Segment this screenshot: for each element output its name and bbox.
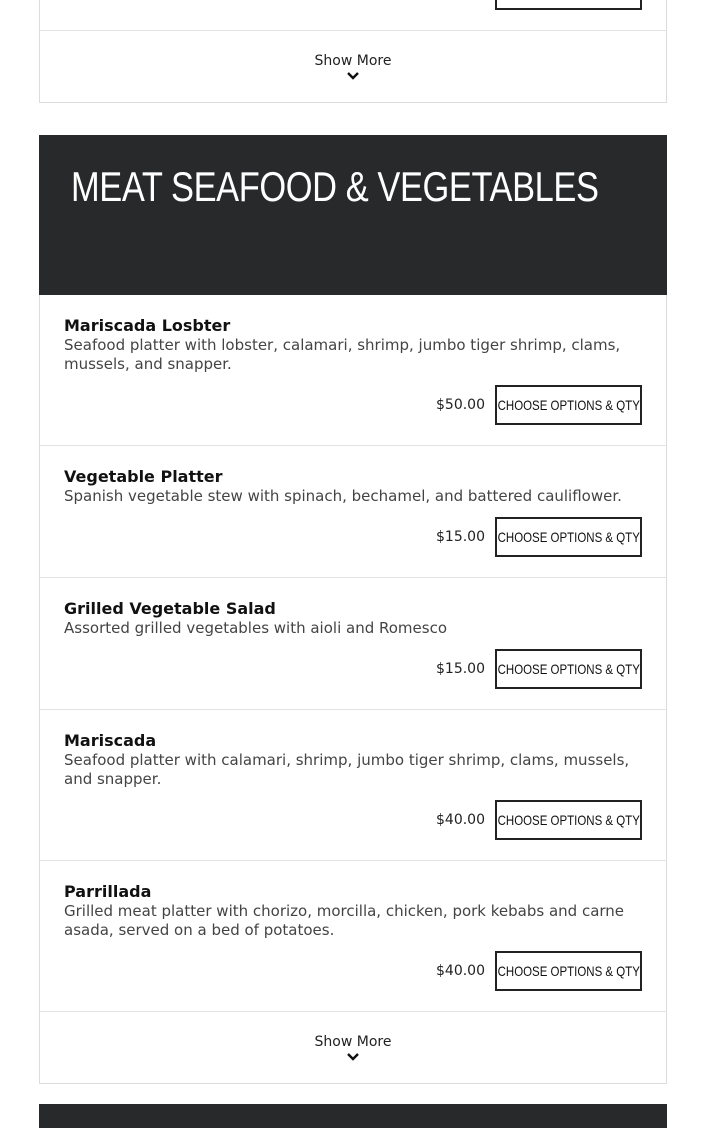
item-actions [64, 800, 642, 840]
show-more-button[interactable] [40, 31, 666, 102]
menu-item [40, 578, 666, 710]
item-actions [64, 385, 642, 425]
menu-items-card [39, 295, 667, 1084]
item-actions [64, 517, 642, 557]
item-name: Mariscada [64, 731, 157, 750]
previous-section-card [39, 0, 667, 103]
choose-options-button[interactable] [495, 951, 642, 991]
choose-options-button[interactable] [495, 385, 642, 425]
choose-options-label: CHOOSE OPTIONS & QTY [497, 812, 640, 828]
menu-item [40, 710, 666, 861]
item-name: Grilled Vegetable Salad [64, 599, 276, 618]
show-more-label: Show More [314, 53, 392, 69]
item-description: Assorted grilled vegetables with aioli and Romesco [64, 619, 447, 637]
menu-item [40, 446, 666, 578]
section-title: MEAT SEAFOOD & VEGETABLES [71, 163, 599, 210]
choose-options-label: CHOOSE OPTIONS & QTY [497, 397, 640, 413]
item-description: Seafood platter with lobster, calamari, shrimp, jumbo tiger shrimp, clams, mussels, and snapper. [64, 336, 621, 373]
chevron-down-icon [346, 71, 360, 81]
item-name: Mariscada Losbter [64, 316, 231, 335]
item-description: Spanish vegetable stew with spinach, bechamel, and battered cauliflower. [64, 487, 622, 505]
choose-options-button[interactable] [495, 517, 642, 557]
item-name: Vegetable Platter [64, 467, 223, 486]
show-more-button[interactable] [40, 1012, 666, 1083]
choose-options-label: CHOOSE OPTIONS & QTY [497, 529, 640, 545]
chevron-down-icon [346, 1052, 360, 1062]
section-header [39, 135, 667, 295]
item-price: $50.00 [436, 397, 485, 413]
choose-options-button[interactable] [495, 800, 642, 840]
item-description: Seafood platter with calamari, shrimp, jumbo tiger shrimp, clams, mussels, and snapper. [64, 751, 630, 788]
item-price: $15.00 [436, 661, 485, 677]
choose-options-button[interactable] [495, 649, 642, 689]
menu-item [40, 295, 666, 446]
item-description: Grilled meat platter with chorizo, morcilla, chicken, pork kebabs and carne asada, served on a bed of potatoes. [64, 902, 625, 939]
choose-options-label: CHOOSE OPTIONS & QTY [497, 661, 640, 677]
show-more-label: Show More [314, 1034, 392, 1050]
next-section-header [39, 1104, 667, 1128]
item-price: $15.00 [436, 529, 485, 545]
choose-options-button[interactable] [495, 0, 642, 10]
item-price: $40.00 [436, 963, 485, 979]
item-actions [64, 951, 642, 991]
item-name: Parrillada [64, 882, 152, 901]
item-price: $40.00 [436, 812, 485, 828]
choose-options-label: CHOOSE OPTIONS & QTY [497, 963, 640, 979]
previous-menu-item [40, 0, 666, 31]
item-actions [64, 649, 642, 689]
menu-item [40, 861, 666, 1012]
